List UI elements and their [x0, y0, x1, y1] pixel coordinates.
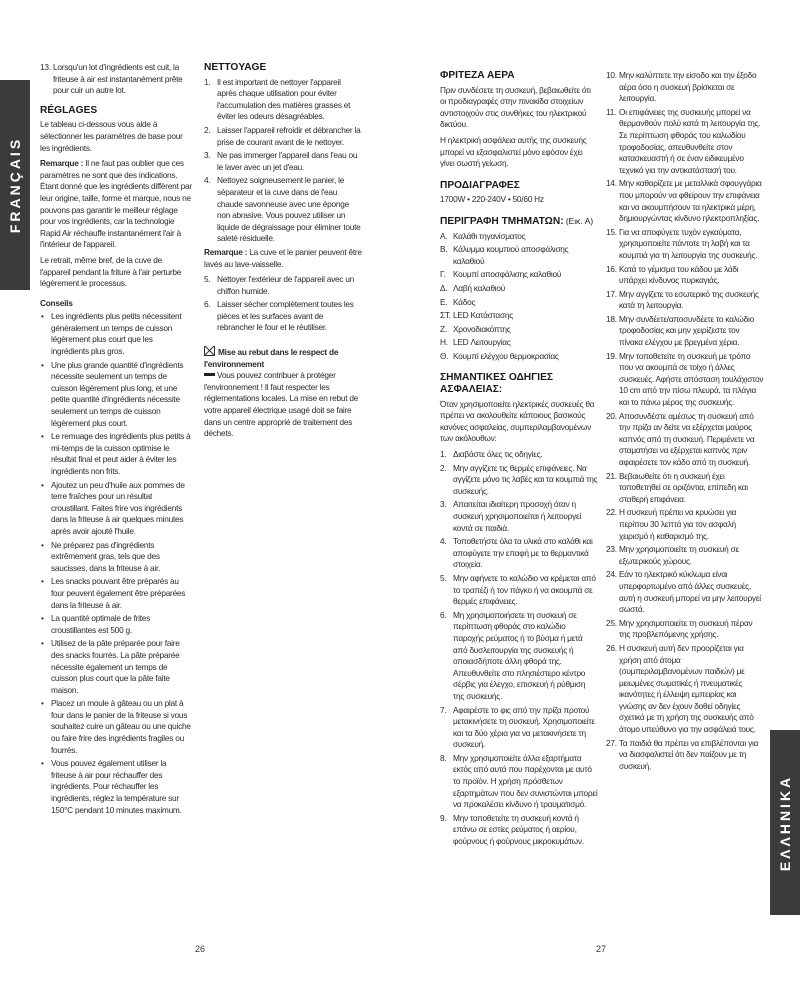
tips-list [40, 311, 192, 816]
list-item [606, 178, 764, 224]
environment-text: Vous pouvez contribuer à protéger l'environnement ! Il faut respecter les réglementations locales. La mise en rebut de votre appareil électrique usagé doit se faire dans un centre approprié de traitement des déchets. [204, 370, 359, 439]
item-text: Μην συνδέετε/αποσυνδέετε το καλώδιο τροφοδοσίας και μην χειρίζεστε τον πίνακα ελέγχου με βρεγμένα χέρια. [619, 313, 754, 348]
list-item [204, 299, 362, 334]
note-paragraph [40, 158, 192, 251]
list-item [204, 77, 362, 123]
item-number: Z. [440, 323, 447, 334]
item-text: Laisser sécher complètement toutes les pièces et les surfaces avant de rebrancher le four et le réutiliser. [217, 299, 354, 333]
list-item [606, 643, 764, 736]
tip-item: • Les ingrédients plus petits nécessitent généralement un temps de cuisson légèrement plus court que les ingrédients plus gros. [40, 311, 192, 357]
item-text: Laisser l'appareil refroidir et débrancher la prise de courant avant de le nettoyer. [217, 124, 361, 147]
note-text: La cuve et le panier peuvent être lavés au lave-vaisselle. [204, 246, 362, 269]
list-item [606, 411, 764, 469]
list-item [440, 536, 598, 571]
item-text: Μην τοποθετείτε τη συσκευή με τρόπο που να ακουμπά σε τοίχο ή άλλες συσκευές. Αφήστε απόσταση τουλάχιστον 10 cm από την πίσω πλευρά, τα πλάγια και το πάνω μέρος της συσκευής. [619, 350, 764, 408]
tip-item: • Vous pouvez également utiliser la friteuse à air pour réchauffer des ingrédients. Pour réchauffer les ingrédients, réglez la température sur 150°C pendant 10 minutes maximum. [40, 758, 192, 816]
language-tab-label: ΕΛΛΗΝΙΚΑ [777, 774, 793, 871]
item-number: Γ. [440, 269, 446, 280]
bar-icon [204, 373, 215, 376]
note-label: Remarque : [204, 246, 248, 257]
item-text: Κάδος [453, 296, 476, 307]
section-title-safety: ΣΗΜΑΝΤΙΚΕΣ ΟΔΗΓΙΕΣ ΑΣΦΑΛΕΙΑΣ: [440, 372, 554, 396]
item-text: Χρονοδιακόπτης [453, 323, 511, 334]
item-text: Αποσυνδέστε αμέσως τη συσκευή από την πρίζα αν δείτε να εξέρχεται μαύρος καπνός από τη συσκευή. Περιμένετε να σταματήσει να εξέρχεται καπνός πριν αφαιρέσετε τον κάδο από τη συσκευή. [619, 410, 755, 467]
list-item [204, 150, 362, 173]
list-item [606, 107, 764, 177]
item-number: 25. [606, 617, 617, 628]
item-number: 21. [606, 470, 617, 481]
safety-list [604, 70, 764, 772]
list-item [440, 705, 598, 751]
item-number: H. [440, 337, 448, 348]
item-text: Καλάθι τηγανίσματος [453, 230, 526, 241]
item-text: Κουμπί ελέγχου θερμοκρασίας [453, 350, 559, 361]
column-french-1 [40, 62, 192, 818]
item-number: 20. [606, 410, 617, 421]
tip-item: • Utilisez de la pâte préparée pour faire des snacks fourrés. La pâte préparée nécessite également un temps de cuisson plus court que la pâte faite maison. [40, 638, 192, 696]
item-text: LED Λειτουργίας [453, 337, 511, 348]
item-text: Για να αποφύγετε τυχόν εγκαύματα, χρησιμοποιείτε πάντοτε τη λαβή και τα κουμπιά για τη λειτουργία της συσκευής. [619, 226, 758, 260]
paragraph: Όταν χρησιμοποιείτε ηλεκτρικές συσκευές θα πρέπει να ακολουθείτε κάποιους βασικούς κανόνες ασφαλείας, συμπεριλαμβανομένων των ακόλουθων: [440, 398, 595, 444]
list-item [606, 544, 764, 567]
cleaning-list [204, 274, 362, 334]
item-text: Nettoyer l'extérieur de l'appareil avec un chiffon humide. [217, 274, 355, 296]
item-number: 24. [606, 569, 617, 580]
list-item [440, 351, 598, 363]
page-number-left: 26 [195, 944, 206, 954]
item-number: 4. [204, 175, 211, 186]
cleaning-list [204, 77, 362, 245]
item-number: 4. [440, 536, 447, 547]
item-number: ΣΤ. [440, 310, 451, 321]
item-text: Τα παιδιά θα πρέπει να επιβλέπονται για να διασφαλιστεί ότι δεν παίζουν με τη συσκευή. [619, 737, 759, 771]
item-number: 5. [204, 274, 211, 285]
item-text: Ne pas immerger l'appareil dans l'eau ou le laver avec un jet d'eau. [217, 150, 358, 172]
specifications-text: 1700W • 220-240V • 50/60 Hz [440, 194, 544, 205]
item-number: 1. [204, 76, 211, 87]
item-text: Κάλυμμα κουμπιού αποσφάλισης καλαθιού [453, 244, 569, 266]
list-item [606, 70, 764, 105]
section-title-specifications: ΠΡΟΔΙΑΓΡΑΦΕΣ [440, 179, 520, 191]
list-item [440, 244, 598, 267]
column-greek-2 [604, 70, 764, 774]
item-text: Βεβαιωθείτε ότι η συσκευή έχει τοποθετηθεί σε οριζόντια, επίπεδη και σταθερή επιφάνεια. [619, 470, 748, 504]
list-item [440, 463, 598, 498]
section-title-reglages: RÉGLAGES [40, 104, 98, 116]
tip-item: • La quantité optimale de frites croustillantes est 500 g. [40, 613, 192, 636]
item-number: 11. [606, 106, 617, 117]
item-number: 18. [606, 313, 617, 324]
list-item [606, 507, 764, 542]
item-text: Μη χρησιμοποιήσετε τη συσκευή σε περίπτωση φθοράς στο καλώδιο παροχής ρεύματος ή το βύσμα ή μετά από δυσλειτουργία της συσκευής ή οποιασδήποτε άλλη φθορά της. Απευθυνθείτε στο πλησιέστερο κέντρο σέρβις για έλεγχο, επισκευή ή ρύθμιση της συσκευής. [453, 609, 586, 701]
item-number: A. [440, 230, 448, 241]
item-text: Nettoyez soigneusement le panier, le séparateur et la cuve dans de l'eau chaude savonneuse avec une éponge non abrasive. Vous pouvez utiliser un liquide de dégraissage pour éliminer toute saleté résiduelle. [217, 175, 361, 244]
item-number: Θ. [440, 350, 449, 361]
paragraph: Le tableau ci-dessous vous aide à sélectionner les paramètres de base pour les ingrédients. [40, 119, 183, 153]
column-french-2 [204, 62, 362, 444]
item-number: B. [440, 244, 448, 255]
safety-list [440, 449, 598, 848]
section-title-conseils: Conseils [40, 297, 73, 308]
note-text: Il ne faut pas oublier que ces paramètres ne sont que des indications. Étant donné que les ingrédients diffèrent par leur origine, taille, forme et marque, nous ne pouvons pas garantir le meilleur réglage pour vos ingrédients, car la technologie Rapid Air réchauffe instantanément l'air à l'intérieur de l'appareil. [40, 158, 192, 250]
list-item [606, 289, 764, 312]
tip-item: • Ne préparez pas d'ingrédients extrêmement gras, tels que des saucisses, dans la friteuse à air. [40, 540, 192, 575]
item-number: Δ. [440, 282, 448, 293]
list-item [440, 310, 598, 322]
list-item [204, 125, 362, 148]
item-number: 1. [440, 449, 447, 460]
item-text: Αφαιρέστε το φις από την πρίζα προτού μετακινήσετε τη συσκευή. Χρησιμοποιείτε και τα δύο χέρια για να μετακινήσετε τη συσκευή. [453, 704, 595, 750]
item-number: 9. [440, 812, 447, 823]
list-item [40, 62, 192, 97]
item-text: Μην αγγίζετε τις θερμές επιφάνειες. Να αγγίζετε μόνο τις λαβές και τα κουμπιά της συσκευής. [453, 462, 598, 496]
item-text: Μην αφήνετε το καλώδιο να κρέμεται από το τραπέζι ή τον πάγκο ή να ακουμπά σε θερμές επιφάνειες. [453, 572, 596, 607]
item-text: Εάν το ηλεκτρικό κύκλωμα είναι υπερφορτωμένο από άλλες συσκευές, αυτή η συσκευή μπορεί να μην λειτουργεί σωστά. [619, 569, 761, 615]
section-title-parts: ΠΕΡΙΓΡΑΦΗ ΤΜΗΜΑΤΩΝ: (Εικ. A) [440, 215, 594, 227]
note-paragraph [204, 247, 362, 270]
item-number: 8. [440, 752, 447, 763]
paragraph: Πριν συνδέσετε τη συσκευή, βεβαιωθείτε ότι οι προδιαγραφές στην πινακίδα στοιχείων αντιστοιχούν στις συνθήκες του ηλεκτρικού δικτύου. [440, 84, 591, 130]
list-item [440, 449, 598, 461]
list-item [606, 618, 764, 641]
item-number: 10. [606, 70, 617, 80]
item-number: 5. [440, 572, 447, 583]
column-greek-1 [440, 62, 598, 850]
item-text: Μην χρησιμοποιείτε τη συσκευή σε εξωτερικούς χώρους. [619, 544, 739, 566]
item-number: 14. [606, 178, 617, 189]
item-number: 19. [606, 350, 617, 361]
tip-item: • Une plus grande quantité d'ingrédients nécessite seulement un temps de cuisson légèrement plus long, et une petite quantité d'ingrédients nécessite seulement un temps de cuisson légèrement plus court. [40, 360, 192, 430]
item-text: Απαιτείται ιδιαίτερη προσοχή όταν η συσκευή χρησιμοποιείται ή λειτουργεί κοντά σε παιδιά. [453, 499, 582, 533]
item-number: 6. [440, 609, 447, 620]
list-item [440, 610, 598, 703]
list-item [440, 573, 598, 608]
list-item [204, 175, 362, 245]
item-number: 15. [606, 226, 617, 237]
item-text: Μην αγγίζετε το εσωτερικό της συσκευής κατά τη λειτουργία. [619, 288, 759, 311]
item-text: Lorsqu'un lot d'ingrédients est cuit, la friteuse à air est instantanément prête pour cuir un autre lot. [53, 62, 183, 96]
list-item [606, 351, 764, 409]
item-number: 3. [440, 499, 447, 510]
item-number: 22. [606, 507, 617, 518]
tip-item: • Ajoutez un peu d'huile aux pommes de terre fraîches pour un résultat croustillant. Faites frire vos ingrédients dans la friteuse à air quelques minutes après avoir ajouté l'huile. [40, 480, 192, 538]
item-text: Μην τοποθετείτε τη συσκευή κοντά ή επάνω σε εστίες ρεύματος ή αερίου, φούρνους ή φούρνους μικροκυμάτων. [453, 812, 584, 847]
item-text: Διαβάστε όλες τις οδηγίες. [453, 449, 543, 460]
list-item [440, 283, 598, 295]
item-number: 6. [204, 299, 211, 310]
list-item [440, 324, 598, 336]
tip-item: • Le remuage des ingrédients plus petits à mi-temps de la cuisson optimise le résultat final et peut aider à éviter les ingrédients non frits. [40, 431, 192, 477]
list-item [606, 227, 764, 262]
list-item [440, 753, 598, 811]
item-number: E. [440, 296, 448, 307]
list-item [440, 269, 598, 281]
item-text: Κατά το γέμισμα του κάδου με λάδι υπάρχει κίνδυνος πυρκαγιάς. [619, 263, 739, 286]
language-tab-french [0, 80, 30, 290]
list-item [440, 231, 598, 243]
note-label: Remarque : [40, 158, 84, 169]
paragraph: Η ηλεκτρική ασφάλεια αυτής της συσκευής μπορεί να εξασφαλιστεί μόνο εφόσον έχει γίνει σωστή γείωση. [440, 134, 587, 169]
item-text: Il est important de nettoyer l'appareil après chaque utilisation pour éviter l'accumulation des matières grasses et éviter les odeurs désagréables. [217, 76, 351, 122]
environment-title: Mise au rebut dans le respect de l'environnement [204, 347, 339, 369]
item-number: 27. [606, 737, 617, 748]
tip-item: • Les snacks pouvant être préparés au four peuvent également être préparées dans la friteuse à air. [40, 576, 192, 611]
section-title-nettoyage: NETTOYAGE [204, 62, 267, 73]
list-item [440, 499, 598, 534]
item-text: Λαβή καλαθιού [453, 282, 506, 293]
item-text: Μην χρησιμοποιείτε τη συσκευή πέραν της προβλεπόμενης χρήσης. [619, 617, 753, 640]
list-item [606, 314, 764, 349]
instructions-list [40, 62, 192, 97]
parts-list [440, 231, 598, 363]
list-item [606, 264, 764, 287]
item-number: 16. [606, 263, 617, 274]
item-text: Μην καθαρίζετε με μεταλλικά σφουγγάρια που μπορούν να φθείρουν την επιφάνεια και να ακουμπήσουν τα ηλεκτρικά μέρη, δημιουργώντας κίνδυνο ηλεκτροπληξίας. [619, 178, 762, 224]
item-text: Κουμπί αποσφάλισης καλαθιού [453, 269, 562, 280]
crossed-bin-icon [204, 346, 215, 356]
language-tab-greek [770, 730, 800, 915]
list-item [606, 738, 764, 773]
item-number: 2. [440, 462, 447, 473]
item-text: LED Κατάστασης [453, 310, 513, 321]
list-item [440, 813, 598, 848]
item-number: 3. [204, 150, 211, 161]
item-number: 7. [440, 704, 447, 715]
language-tab-label: FRANÇAIS [7, 136, 23, 234]
item-number: 17. [606, 288, 617, 299]
item-text: Οι επιφάνειες της συσκευής μπορεί να θερμανθούν πολύ κατά τη λειτουργία της. Σε περίπτωση φθοράς του καλωδίου τροφοδοσίας, απευθυνθείτε στον κατασκευαστή ή σε έναν ειδικευμένο τεχνικό για την αντικατάστασή του. [619, 106, 761, 175]
page-number-right: 27 [596, 944, 607, 954]
item-number: 26. [606, 642, 617, 653]
tip-item: • Placez un moule à gâteau ou un plat à four dans le panier de la friteuse si vous souhaitez cuire un gâteau ou une quiche ou faire frire des ingrédients fragiles ou fourrés. [40, 698, 192, 756]
item-number: 2. [204, 124, 211, 135]
item-text: Τοποθετήστε όλα τα υλικά στο καλάθι και αποφύγετε την επαφή με τα θερμαντικά στοιχεία. [453, 536, 593, 570]
item-text: Μην χρησιμοποιείτε άλλα εξαρτήματα εκτός από αυτά που παρέχονται με αυτό το προϊόν. Η χρήση πρόσθετων εξαρτημάτων που δεν συνιστώνται μπορεί να προκαλέσει κίνδυνο ή τραυματισμό. [453, 752, 598, 810]
paragraph: Le retrait, même bref, de la cuve de l'appareil pendant la friture à l'air perturbe légèrement le processus. [40, 254, 182, 289]
section-title-air-fryer: ΦΡΙΤΕΖΑ ΑΕΡΑ [440, 70, 515, 81]
list-item [440, 337, 598, 349]
list-item [204, 274, 362, 297]
item-text: Η συσκευή αυτή δεν προορίζεται για χρήση από άτομα (συμπεριλαμβανομένων παιδιών) με μειωμένες σωματικές ή πνευματικές ικανότητες ή έλλειψη εμπειρίας και γνώσης αν δεν έχουν δοθεί οδηγίες σχετικά με τη χρήση της συσκευής από άτομο υπεύθυνο για την ασφάλειά τους. [619, 642, 756, 735]
item-number: 13. [40, 62, 51, 72]
item-number: 23. [606, 544, 617, 555]
list-item [440, 297, 598, 309]
item-text: Η συσκευή πρέπει να κρυώσει για περίπου 30 λεπτά για τον ασφαλή χειρισμό ή καθαρισμό της. [619, 507, 737, 541]
item-text: Μην καλύπτετε την είσοδο και την έξοδο αέρα όσο η συσκευή βρίσκεται σε λειτουργία. [619, 70, 757, 104]
list-item [606, 471, 764, 506]
list-item [606, 569, 764, 615]
environment-section [204, 346, 362, 440]
